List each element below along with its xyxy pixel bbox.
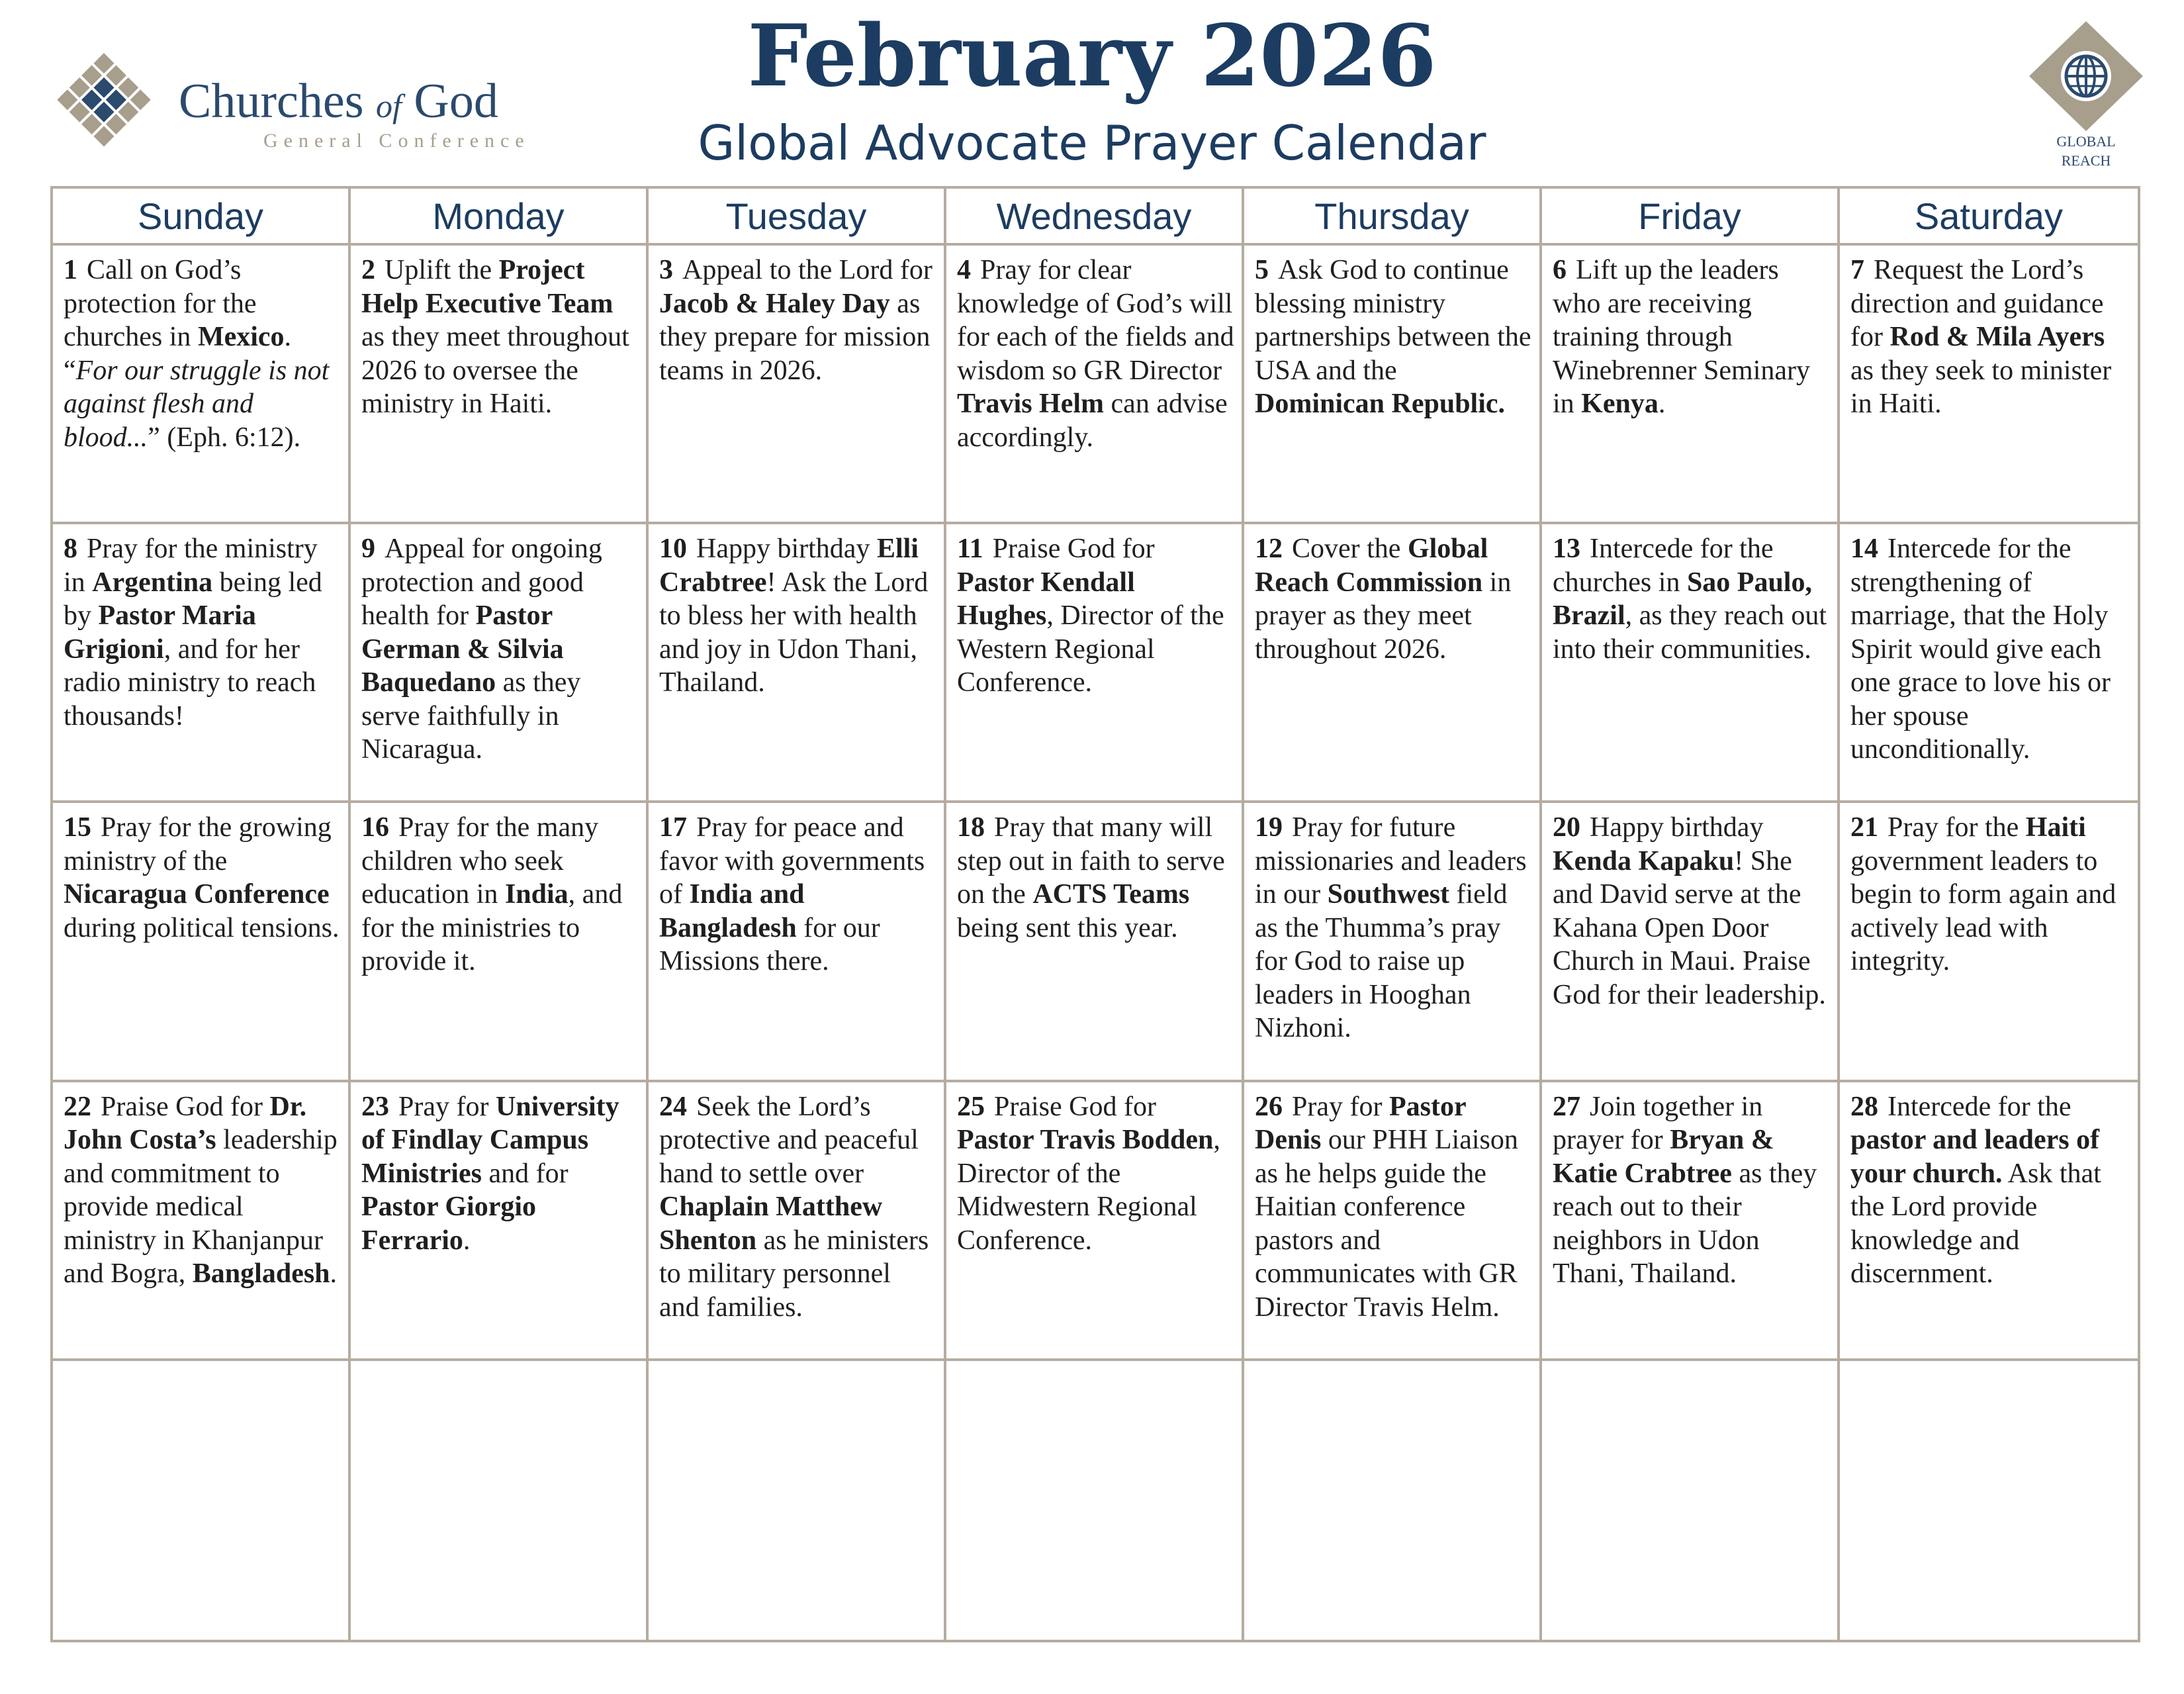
prayer-text: Praise God for — [992, 534, 1155, 565]
prayer-text: ! Ask the Lord to bless her with health and joy in Udon Thani, Thailand. — [659, 567, 929, 698]
prayer-text: as he ministers to military personnel and families. — [659, 1225, 929, 1323]
prayer-text: ! She and David serve at the Kahana Open Door Church in Maui. Praise God for their leadership. — [1553, 845, 1826, 1010]
prayer-text: Appeal for ongoing protection and good health for — [361, 534, 602, 632]
day-cell — [649, 524, 946, 803]
day-cell — [649, 246, 946, 524]
prayer-text: leadership and commitment to provide medical ministry in Khanjanpur and Bogra, — [64, 1125, 338, 1290]
prayer-text: . — [1658, 389, 1666, 419]
prayer-text: , and for the ministries to provide it. — [361, 879, 623, 977]
prayer-text: , and for her radio ministry to reach thousands! — [64, 634, 316, 731]
day-number: 5 — [1255, 255, 1269, 285]
global-reach-line-1: GLOBAL — [2056, 133, 2116, 150]
day-cell — [53, 803, 351, 1082]
day-number: 16 — [361, 812, 389, 843]
globe-icon — [2026, 20, 2146, 132]
day-number: 2 — [361, 255, 375, 285]
empty-day-cell — [53, 1361, 351, 1640]
logo-of: of — [376, 87, 402, 124]
day-cell — [1542, 803, 1840, 1082]
emphasis-text: India — [504, 879, 569, 910]
prayer-text: Intercede for the strengthening of marriage, that the Holy Spirit would give each one grace to love his or her spouse unconditionally. — [1850, 534, 2111, 765]
day-number: 18 — [957, 812, 985, 843]
prayer-text: Call on God’s protection for the churches in — [64, 255, 257, 352]
emphasis-text: Global Reach Commission — [1255, 534, 1488, 598]
emphasis-text: ACTS Teams — [1032, 879, 1190, 910]
day-cell — [351, 803, 649, 1082]
emphasis-text: Bangladesh — [192, 1258, 330, 1290]
prayer-text: Happy birthday — [1590, 812, 1764, 843]
emphasis-text: Travis Helm — [957, 389, 1105, 419]
weekday-header: Monday — [351, 189, 649, 246]
day-number: 3 — [659, 255, 673, 285]
emphasis-text: Kenya — [1581, 389, 1659, 419]
emphasis-text: Project Help Executive Team — [361, 255, 614, 319]
prayer-text: Pray for the ministry in — [64, 534, 318, 598]
day-cell — [1244, 1082, 1542, 1361]
prayer-text: , Director of the Western Regional Conference. — [957, 600, 1224, 698]
day-number: 15 — [64, 812, 91, 843]
emphasis-text: Chaplain Matthew Shenton — [659, 1192, 883, 1256]
prayer-text: Join together in prayer for — [1553, 1091, 1763, 1156]
emphasis-text: Rod & Mila Ayers — [1889, 322, 2105, 352]
day-number: 8 — [64, 534, 77, 565]
day-cell — [649, 803, 946, 1082]
day-cell — [53, 1082, 351, 1361]
emphasis-text: Pastor Giorgio Ferrario — [361, 1192, 537, 1256]
day-number: 23 — [361, 1091, 389, 1122]
prayer-text: Pray for — [398, 1091, 496, 1122]
prayer-text: Cover the — [1292, 534, 1408, 565]
day-number: 6 — [1553, 255, 1567, 285]
prayer-text: , Director of the Midwestern Regional Conference. — [957, 1125, 1220, 1256]
logo-main-1: Churches — [179, 74, 376, 128]
prayer-text: during political tensions. — [64, 912, 340, 943]
emphasis-text: Kenda Kapaku — [1553, 845, 1735, 876]
global-reach-label — [2026, 132, 2146, 170]
day-number: 27 — [1553, 1091, 1580, 1122]
prayer-text: , as they reach out into their communities. — [1553, 600, 1827, 665]
prayer-text: . — [463, 1225, 471, 1256]
day-number: 12 — [1255, 534, 1283, 565]
prayer-text: . “ — [64, 322, 292, 386]
prayer-text: Lift up the leaders who are receiving training through Winebrenner Seminary in — [1553, 255, 1810, 419]
day-cell — [1244, 524, 1542, 803]
prayer-text: as they serve faithfully in Nicaragua. — [361, 667, 581, 765]
emphasis-text: Mexico — [197, 322, 285, 352]
page-subtitle: Global Advocate Prayer Calendar — [698, 115, 1486, 171]
day-cell — [946, 246, 1244, 524]
day-number: 22 — [64, 1091, 91, 1122]
prayer-text: as they seek to minister in Haiti. — [1850, 355, 2112, 419]
weekday-header: Wednesday — [946, 189, 1244, 246]
prayer-text: Pray for peace and favor with governments of — [659, 812, 925, 910]
day-cell — [1244, 803, 1542, 1082]
page-header — [0, 0, 2184, 185]
day-number: 10 — [659, 534, 687, 565]
empty-day-cell — [649, 1361, 946, 1640]
prayer-text: Pray for — [1292, 1091, 1389, 1122]
prayer-text: as they meet throughout 2026 to oversee the ministry in Haiti. — [361, 322, 629, 419]
emphasis-text: University of Findlay Campus Ministries — [361, 1091, 619, 1189]
prayer-text: as they prepare for mission teams in 2026. — [659, 288, 931, 386]
day-number: 28 — [1850, 1091, 1878, 1122]
empty-day-cell — [1244, 1361, 1542, 1640]
emphasis-text: Pastor Travis Bodden — [957, 1125, 1214, 1156]
day-number: 26 — [1255, 1091, 1283, 1122]
day-cell — [53, 246, 351, 524]
prayer-text: field as the Thumma’s pray for God to raise up leaders in Hooghan Nizhoni. — [1255, 879, 1508, 1044]
emphasis-text: Sao Paulo, Brazil — [1553, 567, 1812, 632]
day-cell — [1840, 803, 2138, 1082]
weekday-header: Tuesday — [649, 189, 946, 246]
day-number: 9 — [361, 534, 375, 565]
day-number: 4 — [957, 255, 971, 285]
prayer-text: being led by — [64, 567, 322, 632]
prayer-text: Praise God for — [101, 1091, 270, 1122]
prayer-text: Request the Lord’s direction and guidance for — [1850, 255, 2104, 352]
prayer-text: Pray for the many children who seek education in — [361, 812, 599, 910]
emphasis-text: Dr. John Costa’s — [64, 1091, 307, 1156]
prayer-text: Happy birthday — [696, 534, 877, 565]
day-cell — [351, 246, 649, 524]
emphasis-text: Jacob & Haley Day — [659, 288, 890, 319]
weekday-header: Sunday — [53, 189, 351, 246]
emphasis-text: Pastor Kendall Hughes — [957, 567, 1135, 632]
prayer-text: being sent this year. — [957, 912, 1178, 943]
emphasis-text: Pastor Maria Grigioni — [64, 600, 256, 665]
prayer-text: Pray for the — [1888, 812, 2026, 843]
weekday-header: Friday — [1542, 189, 1840, 246]
prayer-text: Pray for the growing ministry of the — [64, 812, 332, 876]
emphasis-text: Dominican Republic. — [1255, 389, 1506, 419]
prayer-text: For our struggle is not against flesh and blood... — [64, 355, 330, 453]
empty-day-cell — [1840, 1361, 2138, 1640]
day-cell — [1542, 524, 1840, 803]
global-reach-line-2: REACH — [2061, 152, 2111, 169]
day-cell — [649, 1082, 946, 1361]
emphasis-text: Nicaragua Conference — [64, 879, 330, 910]
prayer-text: Pray for future missionaries and leaders in our — [1255, 812, 1527, 910]
emphasis-text: pastor and leaders of your church. — [1850, 1125, 2100, 1189]
logo-subtitle: General Conference — [263, 130, 530, 152]
prayer-text: ” (Eph. 6:12). — [148, 422, 301, 453]
prayer-text: Ask that the Lord provide knowledge and discernment. — [1850, 1158, 2101, 1290]
day-cell — [946, 803, 1244, 1082]
emphasis-text: Pastor Denis — [1255, 1091, 1466, 1156]
calendar-grid — [50, 186, 2140, 1642]
prayer-text: as they reach out to their neighbors in Udon Thani, Thailand. — [1553, 1158, 1817, 1290]
emphasis-text: Pastor German & Silvia Baquedano — [361, 600, 564, 698]
day-cell — [1840, 1082, 2138, 1361]
day-cell — [53, 524, 351, 803]
prayer-text: . — [330, 1258, 338, 1290]
day-number: 1 — [64, 255, 77, 285]
prayer-text: for our Missions there. — [659, 912, 880, 977]
emphasis-text: Elli Crabtree — [659, 534, 919, 598]
day-cell — [1840, 246, 2138, 524]
day-number: 13 — [1553, 534, 1580, 565]
prayer-text: can advise accordingly. — [957, 389, 1228, 453]
emphasis-text: Haiti — [2025, 812, 2086, 843]
prayer-text: Uplift the — [385, 255, 499, 285]
day-cell — [1542, 1082, 1840, 1361]
prayer-text: Praise God for — [994, 1091, 1156, 1122]
prayer-text: and for — [481, 1158, 569, 1189]
day-number: 24 — [659, 1091, 687, 1122]
empty-day-cell — [1542, 1361, 1840, 1640]
emphasis-text: Southwest — [1327, 879, 1450, 910]
prayer-text: Seek the Lord’s protective and peaceful hand to settle over — [659, 1091, 919, 1189]
prayer-text: Pray that many will step out in faith to serve on the — [957, 812, 1225, 910]
day-number: 14 — [1850, 534, 1878, 565]
prayer-text: Appeal to the Lord for — [682, 255, 933, 285]
day-cell — [1840, 524, 2138, 803]
day-cell — [351, 524, 649, 803]
weekday-header: Thursday — [1244, 189, 1542, 246]
day-number: 17 — [659, 812, 687, 843]
emphasis-text: Bryan & Katie Crabtree — [1553, 1125, 1774, 1189]
day-number: 25 — [957, 1091, 985, 1122]
weekday-header: Saturday — [1840, 189, 2138, 246]
day-number: 20 — [1553, 812, 1580, 843]
day-cell — [351, 1082, 649, 1361]
day-cell — [946, 524, 1244, 803]
prayer-text: Intercede for the — [1888, 1091, 2071, 1122]
empty-day-cell — [946, 1361, 1244, 1640]
prayer-text: our PHH Liaison as he helps guide the Haitian conference pastors and communicates with GR Director Travis Helm. — [1255, 1125, 1518, 1323]
prayer-text: Pray for clear knowledge of God’s will for each of the fields and wisdom so GR Director — [957, 255, 1234, 386]
logo-main-2: God — [401, 74, 498, 128]
day-cell — [1542, 246, 1840, 524]
page-title: February 2026 — [747, 7, 1437, 106]
prayer-text: Ask God to continue blessing ministry partnerships between the USA and the — [1255, 255, 1531, 386]
prayer-text: in prayer as they meet throughout 2026. — [1255, 567, 1512, 665]
prayer-text: government leaders to begin to form again and actively lead with integrity. — [1850, 845, 2116, 977]
emphasis-text: Argentina — [92, 567, 213, 598]
day-cell — [946, 1082, 1244, 1361]
day-cell — [1244, 246, 1542, 524]
day-number: 19 — [1255, 812, 1283, 843]
prayer-text: Intercede for the churches in — [1553, 534, 1774, 598]
day-number: 7 — [1850, 255, 1864, 285]
day-number: 11 — [957, 534, 983, 565]
day-number: 21 — [1850, 812, 1878, 843]
emphasis-text: India and Bangladesh — [659, 879, 805, 943]
empty-day-cell — [351, 1361, 649, 1640]
